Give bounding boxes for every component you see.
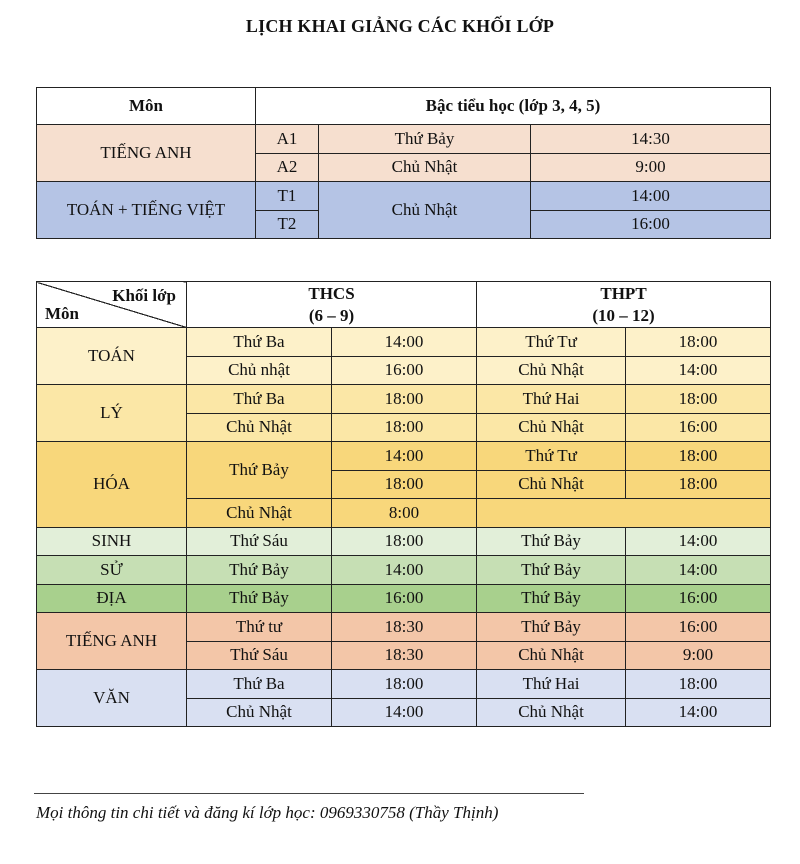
thpt-day: Thứ Hai: [477, 385, 626, 414]
thpt-day: Thứ Tư: [477, 442, 626, 471]
thpt-day: Thứ Tư: [477, 328, 626, 357]
footer-contact-note: Mọi thông tin chi tiết và đăng kí lớp học: 0969330758 (Thầy Thịnh): [36, 803, 499, 822]
thcs-day: Chủ Nhật: [187, 499, 332, 528]
subject-su: SỬ: [37, 556, 187, 585]
footer-divider: [34, 793, 584, 794]
thpt-time: 18:00: [626, 470, 771, 499]
thcs-day: Thứ Ba: [187, 328, 332, 357]
class-code: T2: [256, 210, 319, 239]
table-row: [37, 385, 771, 414]
thpt-time: 14:00: [626, 556, 771, 585]
table-row: [37, 328, 771, 357]
header-thcs-range: (6 – 9): [308, 305, 355, 325]
header-thcs-name: THCS: [308, 283, 355, 303]
thpt-day: Chủ Nhật: [477, 698, 626, 727]
thpt-time: 14:00: [626, 356, 771, 385]
thcs-day: Chủ Nhật: [187, 413, 332, 442]
subject-english: TIẾNG ANH: [37, 125, 256, 182]
page-title: LỊCH KHAI GIẢNG CÁC KHỐI LỚP: [245, 16, 555, 36]
table-header-row: [37, 282, 771, 328]
thcs-day: Thứ Ba: [187, 385, 332, 414]
header-thpt-name: THPT: [600, 283, 647, 303]
thcs-day: Thứ Sáu: [187, 527, 332, 556]
thpt-time: 18:00: [626, 670, 771, 699]
table-row: [37, 442, 771, 471]
class-time: 9:00: [531, 153, 771, 182]
subject-dia: ĐỊA: [37, 584, 187, 613]
thcs-time: 18:00: [332, 470, 477, 499]
thpt-time: 16:00: [626, 413, 771, 442]
table-row: [37, 125, 771, 154]
table-row: [37, 670, 771, 699]
thpt-time: 18:00: [626, 328, 771, 357]
table-row: [37, 182, 771, 211]
subject-sinh: SINH: [37, 527, 187, 556]
class-time: 14:30: [531, 125, 771, 154]
thcs-time: 8:00: [332, 499, 477, 528]
thcs-time: 18:00: [332, 413, 477, 442]
thcs-time: 16:00: [332, 356, 477, 385]
thpt-time: 18:00: [626, 385, 771, 414]
thcs-time: 14:00: [332, 328, 477, 357]
thpt-day: Thứ Bảy: [477, 556, 626, 585]
thpt-day: Thứ Bảy: [477, 584, 626, 613]
thpt-day: Thứ Hai: [477, 670, 626, 699]
thcs-time: 18:30: [332, 641, 477, 670]
header-thpt-range: (10 – 12): [592, 305, 655, 325]
table-row: [37, 613, 771, 642]
header-grade-label: Khối lớp: [112, 286, 176, 305]
thcs-time: 14:00: [332, 698, 477, 727]
thcs-day: Thứ tư: [187, 613, 332, 642]
subject-ly: LÝ: [37, 385, 187, 442]
thpt-time: 16:00: [626, 584, 771, 613]
thcs-time: 14:00: [332, 556, 477, 585]
subject-toan: TOÁN: [37, 328, 187, 385]
header-subject: Môn: [37, 88, 256, 125]
thpt-time: 9:00: [626, 641, 771, 670]
thpt-time: 14:00: [626, 698, 771, 727]
class-day: Chủ Nhật: [319, 182, 531, 239]
thcs-day: Thứ Bảy: [187, 584, 332, 613]
primary-schedule-table: [36, 87, 771, 239]
class-day: Thứ Bảy: [319, 125, 531, 154]
secondary-schedule-table: [36, 281, 771, 727]
thcs-time: 18:30: [332, 613, 477, 642]
thpt-day: Chủ Nhật: [477, 641, 626, 670]
class-time: 16:00: [531, 210, 771, 239]
subject-van: VĂN: [37, 670, 187, 727]
header-subject-label: Môn: [45, 304, 79, 323]
thcs-day: Thứ Bảy: [187, 442, 332, 499]
table-header-row: [37, 88, 771, 125]
thpt-day: Chủ Nhật: [477, 413, 626, 442]
thcs-time: 16:00: [332, 584, 477, 613]
thpt-time: 18:00: [626, 442, 771, 471]
class-code: T1: [256, 182, 319, 211]
thpt-time: 16:00: [626, 613, 771, 642]
thcs-day: Chủ nhật: [187, 356, 332, 385]
thcs-day: Thứ Sáu: [187, 641, 332, 670]
header-corner-cell: [37, 282, 187, 328]
thpt-day: Thứ Bảy: [477, 527, 626, 556]
header-thpt: [477, 282, 771, 328]
table-row: [37, 527, 771, 556]
thcs-time: 14:00: [332, 442, 477, 471]
table-row: [37, 584, 771, 613]
thcs-day: Chủ Nhật: [187, 698, 332, 727]
thpt-day: Chủ Nhật: [477, 470, 626, 499]
thpt-day: Thứ Bảy: [477, 613, 626, 642]
class-time: 14:00: [531, 182, 771, 211]
subject-math-vietnamese: TOÁN + TIẾNG VIỆT: [37, 182, 256, 239]
subject-hoa: HÓA: [37, 442, 187, 528]
class-code: A2: [256, 153, 319, 182]
thcs-time: 18:00: [332, 385, 477, 414]
thpt-time: 14:00: [626, 527, 771, 556]
class-day: Chủ Nhật: [319, 153, 531, 182]
thpt-day: Chủ Nhật: [477, 356, 626, 385]
header-thcs: [187, 282, 477, 328]
subject-tieng-anh: TIẾNG ANH: [37, 613, 187, 670]
thcs-day: Thứ Ba: [187, 670, 332, 699]
thcs-time: 18:00: [332, 670, 477, 699]
class-code: A1: [256, 125, 319, 154]
table-row: [37, 556, 771, 585]
thcs-time: 18:00: [332, 527, 477, 556]
header-primary-level: Bậc tiểu học (lớp 3, 4, 5): [256, 88, 771, 125]
empty-cell: [477, 499, 771, 528]
thcs-day: Thứ Bảy: [187, 556, 332, 585]
